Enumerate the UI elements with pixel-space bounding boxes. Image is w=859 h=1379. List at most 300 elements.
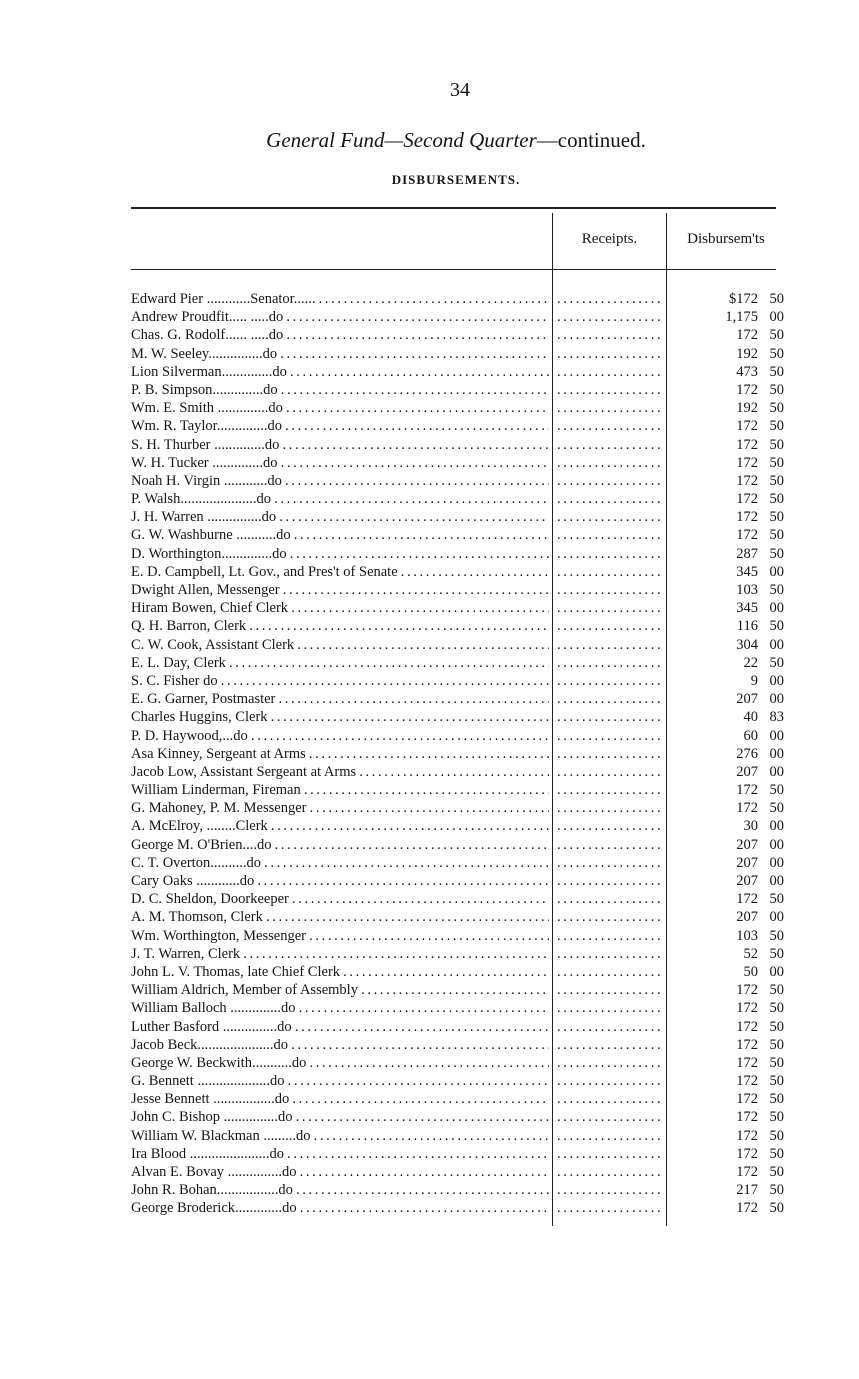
receipts-cell — [557, 727, 664, 745]
amount-dollars: 207 — [736, 691, 758, 708]
payee-name: Chas. G. Rodolf...... .....do . . . — [131, 326, 549, 344]
payee-name: Edward Pier ............Senator...... . . . — [131, 290, 549, 308]
amount-dollars: 276 — [736, 745, 758, 762]
amount-dollars: 192 — [736, 345, 758, 362]
amount-dollars: 1,175 — [725, 309, 758, 326]
amount-dollars: 172 — [736, 472, 758, 489]
table-row — [131, 672, 786, 690]
payee-name: E. D. Campbell, Lt. Gov., and Pres't of Senate . . . — [131, 563, 549, 581]
payee-name: William Aldrich, Member of Assembly . . . — [131, 981, 549, 999]
disbursement-amount — [684, 672, 784, 690]
table-row — [131, 1127, 786, 1145]
disbursement-amount — [684, 654, 784, 672]
payee-name: Cary Oaks ............do . . . — [131, 872, 549, 890]
disbursement-amount — [684, 872, 784, 890]
table-row — [131, 1054, 786, 1072]
disbursement-amount — [684, 563, 784, 581]
receipts-cell — [557, 345, 664, 363]
table-row — [131, 981, 786, 999]
amount-dollars: 172 — [736, 1109, 758, 1126]
payee-name: Jacob Low, Assistant Sergeant at Arms . . . — [131, 763, 549, 781]
amount-dollars: 207 — [736, 909, 758, 926]
disbursement-amount — [684, 599, 784, 617]
section-subheading: DISBURSEMENTS. — [391, 172, 521, 187]
receipts-cell — [557, 472, 664, 490]
amount-dollars: 304 — [736, 636, 758, 653]
amount-dollars: 172 — [736, 1036, 758, 1053]
amount-cents: 50 — [769, 800, 784, 817]
amount-dollars: 207 — [736, 763, 758, 780]
receipts-cell — [557, 1108, 664, 1126]
table-row — [131, 436, 786, 454]
table-row — [131, 963, 786, 981]
receipts-cell — [557, 381, 664, 399]
amount-cents: 00 — [769, 745, 784, 762]
payee-name: William Linderman, Fireman . . . — [131, 781, 549, 799]
payee-name: S. H. Thurber ..............do . . . — [131, 436, 549, 454]
payee-name: J. T. Warren, Clerk . . . — [131, 945, 549, 963]
receipts-cell — [557, 417, 664, 435]
amount-cents: 50 — [769, 1200, 784, 1217]
amount-dollars: 50 — [743, 963, 758, 980]
disbursement-amount — [684, 1127, 784, 1145]
payee-name: Q. H. Barron, Clerk . . . — [131, 617, 549, 635]
amount-dollars: 30 — [743, 818, 758, 835]
payee-name: P. B. Simpson..............do . . . — [131, 381, 549, 399]
receipts-cell — [557, 363, 664, 381]
payee-name: G. Bennett ....................do . . . — [131, 1072, 549, 1090]
receipts-cell — [557, 654, 664, 672]
payee-name: D. C. Sheldon, Doorkeeper . . . — [131, 890, 549, 908]
amount-cents: 50 — [769, 363, 784, 380]
payee-name: Ira Blood ......................do . . . — [131, 1145, 549, 1163]
table-row — [131, 763, 786, 781]
table-row — [131, 326, 786, 344]
table-row — [131, 999, 786, 1017]
receipts-cell — [557, 890, 664, 908]
table-row — [131, 1036, 786, 1054]
amount-cents: 50 — [769, 1127, 784, 1144]
disbursement-amount — [684, 1036, 784, 1054]
amount-cents: 50 — [769, 618, 784, 635]
receipts-cell — [557, 599, 664, 617]
amount-dollars: 207 — [736, 854, 758, 871]
payee-name: Wm. E. Smith ..............do . . . — [131, 399, 549, 417]
receipts-cell — [557, 1145, 664, 1163]
amount-dollars: 207 — [736, 873, 758, 889]
table-row — [131, 836, 786, 854]
payee-name: G. Mahoney, P. M. Messenger . . . — [131, 799, 549, 817]
disbursement-amount — [684, 781, 784, 799]
amount-cents: 00 — [769, 672, 784, 689]
receipts-cell — [557, 999, 664, 1017]
amount-cents: 50 — [769, 782, 784, 799]
receipts-cell — [557, 1199, 664, 1217]
amount-cents: 83 — [769, 709, 784, 726]
amount-dollars: 345 — [736, 600, 758, 617]
payee-name: John L. V. Thomas, late Chief Clerk . . . — [131, 963, 549, 981]
disbursement-amount — [684, 817, 784, 835]
disbursement-amount — [684, 1072, 784, 1090]
amount-cents: 50 — [769, 982, 784, 999]
receipts-cell — [557, 545, 664, 563]
disbursement-amount — [684, 1199, 784, 1217]
receipts-cell — [557, 1072, 664, 1090]
receipts-cell — [557, 708, 664, 726]
heading-suffix: —continued. — [536, 128, 646, 152]
amount-dollars: 345 — [736, 563, 758, 580]
amount-cents: 00 — [769, 818, 784, 835]
payee-name: Noah H. Virgin ............do . . . — [131, 472, 549, 490]
amount-cents: 50 — [769, 1091, 784, 1108]
amount-dollars: 172 — [736, 1018, 758, 1035]
disbursement-amount — [684, 981, 784, 999]
payee-name: Andrew Proudfit..... .....do . . . — [131, 308, 549, 326]
amount-dollars: 172 — [736, 1000, 758, 1017]
amount-cents: 50 — [769, 1054, 784, 1071]
disbursement-amount — [684, 945, 784, 963]
amount-cents: 50 — [769, 491, 784, 508]
amount-dollars: 172 — [736, 1091, 758, 1108]
amount-dollars: 172 — [736, 1145, 758, 1162]
disbursement-amount — [684, 890, 784, 908]
amount-dollars: 52 — [743, 945, 758, 962]
disbursement-amount — [684, 454, 784, 472]
table-row — [131, 1018, 786, 1036]
disbursement-amount — [684, 399, 784, 417]
payee-name: D. Worthington..............do . . . — [131, 545, 549, 563]
disbursement-amount — [684, 290, 784, 308]
payee-name: P. D. Haywood,...do . . . — [131, 727, 549, 745]
amount-cents: 50 — [769, 381, 784, 398]
receipts-cell — [557, 290, 664, 308]
amount-dollars: 172 — [736, 509, 758, 526]
disbursement-amount — [684, 763, 784, 781]
receipts-cell — [557, 1163, 664, 1181]
amount-dollars: 172 — [736, 454, 758, 471]
table-row — [131, 908, 786, 926]
disbursement-amount — [684, 545, 784, 563]
disbursement-amount — [684, 1054, 784, 1072]
table-row — [131, 490, 786, 508]
amount-dollars: 172 — [736, 982, 758, 999]
disbursement-amount — [684, 1181, 784, 1199]
disbursement-amount — [684, 708, 784, 726]
receipts-cell — [557, 1127, 664, 1145]
amount-cents: 50 — [769, 1145, 784, 1162]
disbursement-amount — [684, 745, 784, 763]
disbursement-amount — [684, 636, 784, 654]
amount-dollars: 172 — [736, 1054, 758, 1071]
amount-dollars: $172 — [729, 291, 758, 307]
receipts-cell — [557, 945, 664, 963]
receipts-cell — [557, 981, 664, 999]
amount-dollars: 172 — [736, 1164, 758, 1180]
amount-dollars: 22 — [743, 654, 758, 671]
amount-cents: 50 — [769, 345, 784, 362]
table-row — [131, 526, 786, 544]
table-row — [131, 563, 786, 581]
amount-cents: 50 — [769, 582, 784, 598]
amount-cents: 50 — [769, 400, 784, 417]
receipts-cell — [557, 854, 664, 872]
table-row — [131, 599, 786, 617]
disbursement-amount — [684, 381, 784, 399]
amount-dollars: 207 — [736, 836, 758, 853]
amount-cents: 00 — [769, 636, 784, 653]
receipts-cell — [557, 581, 664, 599]
amount-cents: 50 — [769, 472, 784, 489]
payee-name: Jacob Beck.....................do . . . — [131, 1036, 549, 1054]
payee-name: J. H. Warren ...............do . . . — [131, 508, 549, 526]
table-row — [131, 363, 786, 381]
amount-dollars: 9 — [750, 672, 758, 689]
amount-cents: 00 — [769, 763, 784, 780]
disbursement-amount — [684, 472, 784, 490]
table-row — [131, 508, 786, 526]
amount-dollars: 172 — [736, 891, 758, 908]
receipts-cell — [557, 490, 664, 508]
table-row — [131, 1108, 786, 1126]
table-row — [131, 708, 786, 726]
receipts-cell — [557, 799, 664, 817]
amount-cents: 50 — [769, 454, 784, 471]
amount-cents: 00 — [769, 854, 784, 871]
table-row — [131, 1163, 786, 1181]
receipts-cell — [557, 399, 664, 417]
receipts-cell — [557, 1181, 664, 1199]
table-row — [131, 799, 786, 817]
amount-dollars: 103 — [736, 927, 758, 944]
table-row — [131, 1090, 786, 1108]
payee-name: P. Walsh.....................do . . . — [131, 490, 549, 508]
disbursement-amount — [684, 799, 784, 817]
disbursement-list — [131, 290, 786, 1218]
disbursement-amount — [684, 836, 784, 854]
receipts-cell — [557, 672, 664, 690]
disbursement-amount — [684, 508, 784, 526]
amount-cents: 50 — [769, 927, 784, 944]
payee-name: Alvan E. Bovay ...............do . . . — [131, 1163, 549, 1181]
receipts-cell — [557, 454, 664, 472]
disbursement-amount — [684, 436, 784, 454]
payee-name: Dwight Allen, Messenger . . . — [131, 581, 549, 599]
table-row — [131, 654, 786, 672]
table-row — [131, 1145, 786, 1163]
table-row — [131, 890, 786, 908]
disbursement-amount — [684, 326, 784, 344]
table-row — [131, 781, 786, 799]
disbursement-amount — [684, 308, 784, 326]
receipts-cell — [557, 326, 664, 344]
payee-name: M. W. Seeley...............do . . . — [131, 345, 549, 363]
receipts-cell — [557, 308, 664, 326]
disbursement-amount — [684, 908, 784, 926]
amount-cents: 00 — [769, 309, 784, 326]
amount-cents: 00 — [769, 600, 784, 617]
receipts-cell — [557, 636, 664, 654]
payee-name: Hiram Bowen, Chief Clerk . . . — [131, 599, 549, 617]
payee-name: Luther Basford ...............do . . . — [131, 1018, 549, 1036]
table-row — [131, 727, 786, 745]
table-row — [131, 817, 786, 835]
payee-name: John R. Bohan.................do . . . — [131, 1181, 549, 1199]
disbursement-amount — [684, 963, 784, 981]
disbursement-amount — [684, 1108, 784, 1126]
page-number: 34 — [450, 79, 470, 101]
receipts-column-header: Receipts. — [581, 231, 638, 247]
payee-name: Wm. Worthington, Messenger . . . — [131, 927, 549, 945]
heading-title: General Fund—Second Quarter — [266, 128, 537, 152]
amount-cents: 50 — [769, 527, 784, 544]
receipts-cell — [557, 526, 664, 544]
receipts-cell — [557, 763, 664, 781]
table-row — [131, 417, 786, 435]
amount-dollars: 172 — [736, 418, 758, 435]
amount-cents: 50 — [769, 1182, 784, 1199]
amount-cents: 50 — [769, 1036, 784, 1053]
table-row — [131, 1181, 786, 1199]
amount-cents: 50 — [769, 891, 784, 908]
amount-dollars: 473 — [736, 363, 758, 380]
disbursement-amount — [684, 1090, 784, 1108]
amount-cents: 50 — [769, 654, 784, 671]
header-bottom-rule — [131, 269, 776, 270]
payee-name: Jesse Bennett .................do . . . — [131, 1090, 549, 1108]
payee-name: Wm. R. Taylor..............do . . . — [131, 417, 549, 435]
amount-cents: 00 — [769, 909, 784, 926]
table-row — [131, 927, 786, 945]
payee-name: A. McElroy, ........Clerk . . . — [131, 817, 549, 835]
disbursement-amount — [684, 490, 784, 508]
amount-dollars: 172 — [736, 1127, 758, 1144]
amount-cents: 50 — [769, 1109, 784, 1126]
table-row — [131, 745, 786, 763]
disbursement-amount — [684, 999, 784, 1017]
receipts-cell — [557, 836, 664, 854]
amount-dollars: 172 — [736, 436, 758, 453]
receipts-cell — [557, 963, 664, 981]
amount-cents: 50 — [769, 1164, 784, 1180]
amount-dollars: 103 — [736, 582, 758, 598]
receipts-cell — [557, 908, 664, 926]
table-row — [131, 290, 786, 308]
payee-name: Asa Kinney, Sergeant at Arms . . . — [131, 745, 549, 763]
amount-cents: 00 — [769, 691, 784, 708]
payee-name: A. M. Thomson, Clerk . . . — [131, 908, 549, 926]
disbursement-amount — [684, 854, 784, 872]
amount-dollars: 172 — [736, 381, 758, 398]
amount-cents: 50 — [769, 545, 784, 562]
table-row — [131, 945, 786, 963]
disbursement-amount — [684, 1018, 784, 1036]
payee-name: William Balloch ..............do . . . — [131, 999, 549, 1017]
receipts-cell — [557, 563, 664, 581]
receipts-cell — [557, 690, 664, 708]
receipts-cell — [557, 1018, 664, 1036]
amount-cents: 50 — [769, 436, 784, 453]
disbursements-column-header: Disbursem'ts — [687, 231, 765, 247]
amount-cents: 00 — [769, 727, 784, 744]
receipts-cell — [557, 1036, 664, 1054]
disbursement-amount — [684, 363, 784, 381]
table-row — [131, 636, 786, 654]
receipts-cell — [557, 1090, 664, 1108]
table-top-rule — [131, 207, 776, 209]
payee-name: Lion Silverman..............do . . . — [131, 363, 549, 381]
amount-cents: 50 — [769, 291, 784, 307]
payee-name: John C. Bishop ...............do . . . — [131, 1108, 549, 1126]
table-row — [131, 545, 786, 563]
receipts-cell — [557, 508, 664, 526]
disbursement-amount — [684, 727, 784, 745]
disbursement-amount — [684, 417, 784, 435]
disbursement-amount — [684, 617, 784, 635]
amount-dollars: 172 — [736, 327, 758, 344]
amount-cents: 00 — [769, 963, 784, 980]
table-row — [131, 399, 786, 417]
amount-dollars: 60 — [743, 727, 758, 744]
payee-name: William W. Blackman .........do . . . — [131, 1127, 549, 1145]
amount-dollars: 172 — [736, 1200, 758, 1217]
payee-name: Charles Huggins, Clerk . . . — [131, 708, 549, 726]
amount-cents: 50 — [769, 327, 784, 344]
table-row — [131, 690, 786, 708]
table-row — [131, 308, 786, 326]
receipts-cell — [557, 1054, 664, 1072]
table-row — [131, 854, 786, 872]
disbursement-amount — [684, 345, 784, 363]
amount-dollars: 172 — [736, 491, 758, 508]
amount-cents: 50 — [769, 509, 784, 526]
amount-cents: 50 — [769, 418, 784, 435]
amount-dollars: 40 — [743, 709, 758, 726]
disbursement-amount — [684, 581, 784, 599]
payee-name: S. C. Fisher do . . . — [131, 672, 549, 690]
amount-cents: 50 — [769, 1000, 784, 1017]
payee-name: E. G. Garner, Postmaster . . . — [131, 690, 549, 708]
payee-name: G. W. Washburne ...........do . . . — [131, 526, 549, 544]
table-row — [131, 872, 786, 890]
receipts-cell — [557, 817, 664, 835]
amount-dollars: 217 — [736, 1182, 758, 1199]
table-row — [131, 381, 786, 399]
amount-dollars: 116 — [736, 618, 758, 635]
disbursement-amount — [684, 1145, 784, 1163]
amount-cents: 00 — [769, 563, 784, 580]
amount-dollars: 287 — [736, 545, 758, 562]
table-row — [131, 581, 786, 599]
receipts-cell — [557, 872, 664, 890]
table-row — [131, 454, 786, 472]
payee-name: George Broderick.............do . . . — [131, 1199, 549, 1217]
amount-cents: 00 — [769, 836, 784, 853]
disbursement-amount — [684, 690, 784, 708]
receipts-cell — [557, 927, 664, 945]
page-heading — [0, 128, 859, 153]
payee-name: E. L. Day, Clerk . . . — [131, 654, 549, 672]
amount-cents: 50 — [769, 1073, 784, 1090]
payee-name: W. H. Tucker ..............do . . . — [131, 454, 549, 472]
receipts-cell — [557, 617, 664, 635]
payee-name: C. W. Cook, Assistant Clerk . . . — [131, 636, 549, 654]
amount-dollars: 192 — [736, 400, 758, 417]
table-row — [131, 1072, 786, 1090]
receipts-cell — [557, 436, 664, 454]
amount-cents: 50 — [769, 1018, 784, 1035]
payee-name: George M. O'Brien....do . . . — [131, 836, 549, 854]
amount-cents: 50 — [769, 945, 784, 962]
